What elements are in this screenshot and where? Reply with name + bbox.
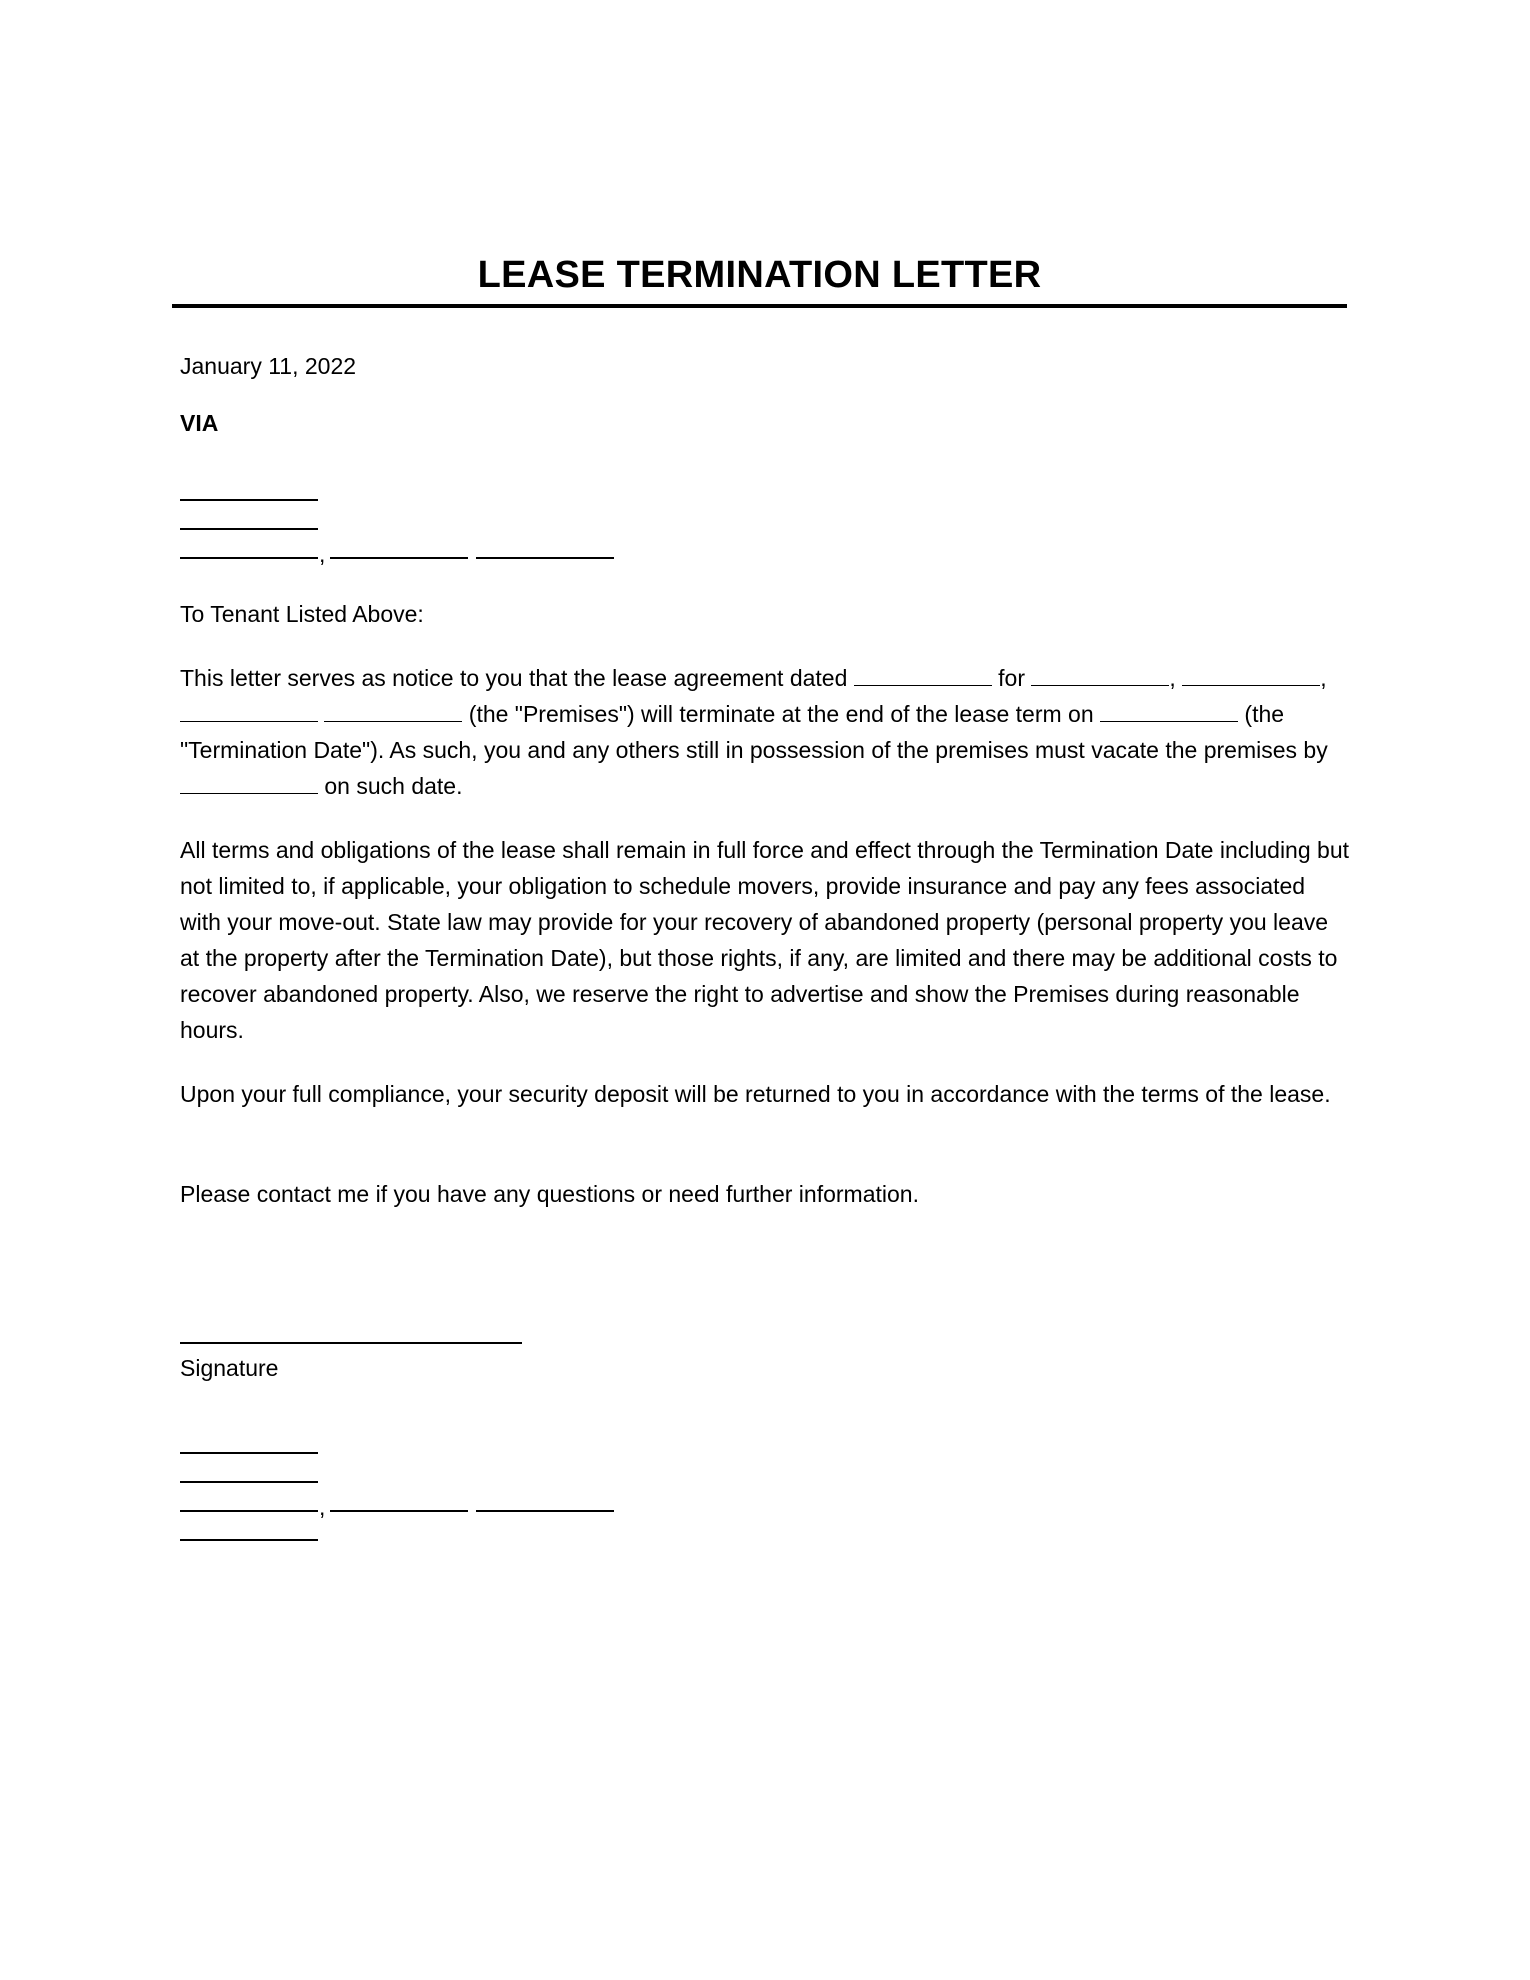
premises-city-blank[interactable] [1182,663,1320,686]
paragraph-notice [180,660,1350,804]
sender-zip-blank[interactable] [476,1510,614,1512]
recipient-name-blank[interactable] [180,499,318,501]
paragraph-obligations: All terms and obligations of the lease shall remain in full force and effect through the Termination Date including but not limited to, if applicable, your obligation to schedule movers, provide insurance and pay any fees associated with your move-out. State law may provide for your recovery of abandoned property (personal property you leave at the property after the Termination Date), but those rights, if any, are limited and there may be additional costs to recover abandoned property. Also, we reserve the right to advertise and show the Premises during reasonable hours. [180,837,1350,1043]
premises-zip-blank[interactable] [324,699,462,722]
recipient-zip-blank[interactable] [476,557,614,559]
recipient-street-blank[interactable] [180,528,318,530]
signature-line[interactable] [180,1342,522,1344]
notice-text-1: This letter serves as notice to you that the lease agreement dated [180,665,848,691]
lease-date-blank[interactable] [854,663,992,686]
notice-text-3: (the "Premises") will terminate at the end of the lease term on [468,701,1094,727]
recipient-address-comma: , [319,541,326,567]
termination-date-blank[interactable] [1100,699,1238,722]
title-underline [172,304,1347,308]
document-title: LEASE TERMINATION LETTER [477,254,1042,296]
paragraph-deposit: Upon your full compliance, your security deposit will be returned to you in accordance with the terms of the lease. [180,1081,1331,1107]
via-label: VIA [180,410,219,436]
sender-name-blank[interactable] [180,1452,318,1454]
paragraph-contact: Please contact me if you have any questions or need further information. [180,1181,919,1207]
notice-comma-2: , [1320,665,1327,691]
signature-label: Signature [180,1355,279,1381]
vacate-time-blank[interactable] [180,771,318,794]
recipient-city-blank[interactable] [180,557,318,559]
notice-text-2: for [998,665,1026,691]
notice-comma-1: , [1169,665,1176,691]
premises-state-blank[interactable] [180,699,318,722]
notice-text-5: on such date. [324,773,463,799]
letter-date: January 11, 2022 [180,353,357,379]
sender-city-blank[interactable] [180,1510,318,1512]
sender-contact-blank[interactable] [180,1539,318,1541]
sender-address-comma: , [319,1494,326,1520]
premises-street-blank[interactable] [1031,663,1169,686]
sender-state-blank[interactable] [330,1510,468,1512]
notice-text-4: (the "Termination Date"). As such, you and any others still in possession of the premises must vacate the premises by [180,701,1328,763]
salutation: To Tenant Listed Above: [180,601,424,627]
sender-street-blank[interactable] [180,1481,318,1483]
recipient-state-blank[interactable] [330,557,468,559]
